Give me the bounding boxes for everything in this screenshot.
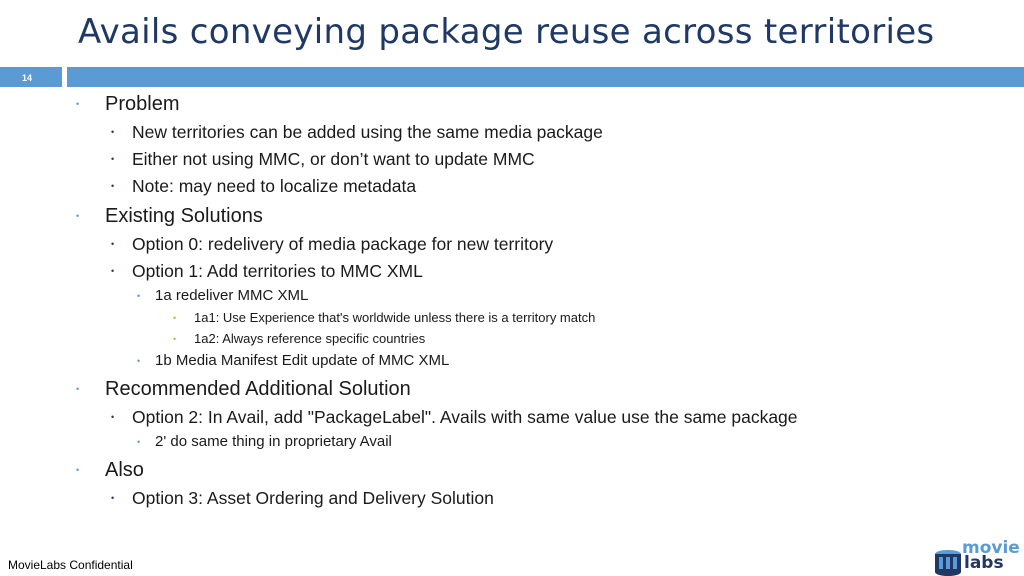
bullet-existing-1: Option 0: redelivery of media package for new territory <box>132 234 554 254</box>
bullet-icon: • <box>111 154 115 164</box>
bullet-recommended: Recommended Additional Solution <box>105 378 411 400</box>
bullet-icon: • <box>76 99 80 109</box>
bullet-icon: • <box>137 437 141 447</box>
bullet-problem-2: Either not using MMC, or don’t want to update MMC <box>132 149 535 169</box>
bullet-problem-1: New territories can be added using the same media package <box>132 122 603 142</box>
bullet-icon: • <box>111 266 115 276</box>
slide-number: 14 <box>22 73 33 83</box>
slide-title: Avails conveying package reuse across territories <box>78 12 935 52</box>
bullet-icon: • <box>137 356 141 366</box>
bullet-existing-2: Option 1: Add territories to MMC XML <box>132 261 423 281</box>
logo-labs-text: labs <box>964 553 1004 573</box>
bullet-icon: • <box>76 384 80 394</box>
bullet-icon: • <box>111 127 115 137</box>
bullet-existing: Existing Solutions <box>105 205 263 227</box>
bullet-icon: • <box>111 493 115 503</box>
bullet-icon: • <box>76 465 80 475</box>
bullet-icon: • <box>137 291 141 301</box>
bullet-icon: • <box>111 412 115 422</box>
bullet-existing-2b: 1b Media Manifest Edit update of MMC XML <box>155 352 450 369</box>
bullet-recommended-1a: 2' do same thing in proprietary Avail <box>155 433 392 450</box>
bullet-also: Also <box>105 459 144 481</box>
bullet-also-1: Option 3: Asset Ordering and Delivery Solution <box>132 488 494 508</box>
bullet-icon: • <box>173 334 177 344</box>
footer-confidential: MovieLabs Confidential <box>8 558 133 572</box>
bullet-existing-2a: 1a redeliver MMC XML <box>155 287 309 304</box>
logo-movie-text: movie <box>962 538 1020 558</box>
bullet-icon: • <box>111 181 115 191</box>
bullet-icon: • <box>173 313 177 323</box>
bullet-problem: Problem <box>105 93 180 115</box>
bullet-recommended-1: Option 2: In Avail, add "PackageLabel". Avails with same value use the same package <box>132 407 798 427</box>
bullet-existing-2a1: 1a1: Use Experience that's worldwide unless there is a territory match <box>194 310 596 325</box>
bullet-existing-2a2: 1a2: Always reference specific countries <box>194 331 426 346</box>
bullet-icon: • <box>111 239 115 249</box>
bullet-problem-3: Note: may need to localize metadata <box>132 176 417 196</box>
bullet-icon: • <box>76 211 80 221</box>
